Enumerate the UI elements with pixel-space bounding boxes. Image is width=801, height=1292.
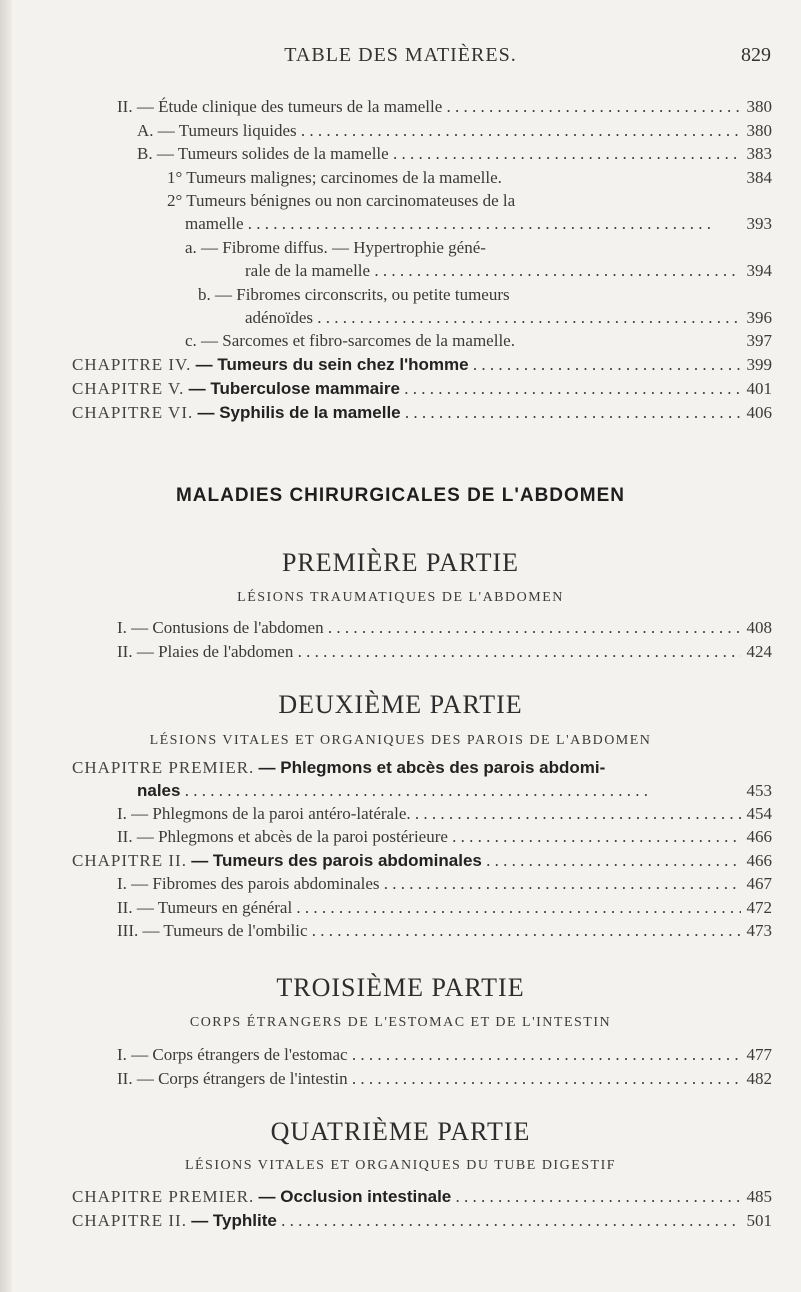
toc-entry: adénoïdes . . . 396 [245,307,772,329]
toc-entry: I. — Contusions de l'abdomen . . . 408 [117,617,772,639]
part-title: DEUXIÈME PARTIE [278,690,523,719]
page-spine-shadow [0,0,12,1292]
toc-chapter: CHAPITRE VI. — Syphilis de la mamelle . . . 406 [72,402,772,424]
toc-entry: II. — Corps étrangers de l'intestin . . . 482 [117,1068,772,1090]
part-title: TROISIÈME PARTIE [276,973,525,1002]
part-title: QUATRIÈME PARTIE [270,1117,531,1146]
toc-entry: I. — Fibromes des parois abdominales . . . 467 [117,873,772,895]
toc-entry: I. — Corps étrangers de l'estomac . . . 477 [117,1044,772,1066]
toc-chapter-line: CHAPITRE PREMIER. — Phlegmons et abcès des parois abdomi- [72,758,606,777]
toc-entry: II. — Phlegmons et abcès de la paroi postérieure . . . 466 [117,826,772,848]
toc-entry-line: b. — Fibromes circonscrits, ou petite tumeurs [198,285,510,304]
toc-entry: II. — Tumeurs en général . . . 472 [117,897,772,919]
toc-chapter: CHAPITRE IV. — Tumeurs du sein chez l'homme . . . 399 [72,354,772,376]
toc-entry: I. — Phlegmons de la paroi antéro-latérale. . . . 454 [117,803,772,825]
toc-entry: III. — Tumeurs de l'ombilic . . . 473 [117,920,772,942]
part-subtitle: CORPS ÉTRANGERS DE L'ESTOMAC ET DE L'INTESTIN [189,1015,612,1030]
toc-entry: II. — Étude clinique des tumeurs de la mamelle . . . 380 [117,96,772,118]
part-title: PREMIÈRE PARTIE [281,548,520,577]
toc-chapter: CHAPITRE PREMIER. — Occlusion intestinale . . . 485 [72,1186,772,1208]
toc-entry: mamelle . . . 393 [185,213,772,235]
toc-entry: c. — Sarcomes et fibro-sarcomes de la mamelle. 397 [185,331,772,350]
toc-chapter: nales . . . 453 [137,780,772,802]
running-header: TABLE DES MATIÈRES. [284,44,517,66]
toc-entry: rale de la mamelle . . . 394 [245,260,772,282]
toc-entry: B. — Tumeurs solides de la mamelle . . . 383 [137,143,772,165]
part-subtitle: LÉSIONS TRAUMATIQUES DE L'ABDOMEN [237,590,564,605]
toc-chapter: CHAPITRE II. — Typhlite . . . 501 [72,1210,772,1232]
toc-entry: A. — Tumeurs liquides . . . 380 [137,120,772,142]
toc-chapter: CHAPITRE V. — Tuberculose mammaire . . . 401 [72,378,772,400]
part-subtitle: LÉSIONS VITALES ET ORGANIQUES DU TUBE DIGESTIF [184,1158,617,1173]
toc-entry-line: a. — Fibrome diffus. — Hypertrophie géné- [185,238,486,257]
section-title: MALADIES CHIRURGICALES DE L'ABDOMEN [175,485,626,506]
page-number: 829 [741,44,771,66]
toc-entry: 1° Tumeurs malignes; carcinomes de la mamelle. 384 [167,168,772,187]
toc-entry: II. — Plaies de l'abdomen . . . 424 [117,641,772,663]
toc-entry-line: 2° Tumeurs bénignes ou non carcinomateuses de la [167,191,516,210]
toc-chapter: CHAPITRE II. — Tumeurs des parois abdominales . . . 466 [72,850,772,872]
part-subtitle: LÉSIONS VITALES ET ORGANIQUES DES PAROIS DE L'ABDOMEN [149,733,652,748]
